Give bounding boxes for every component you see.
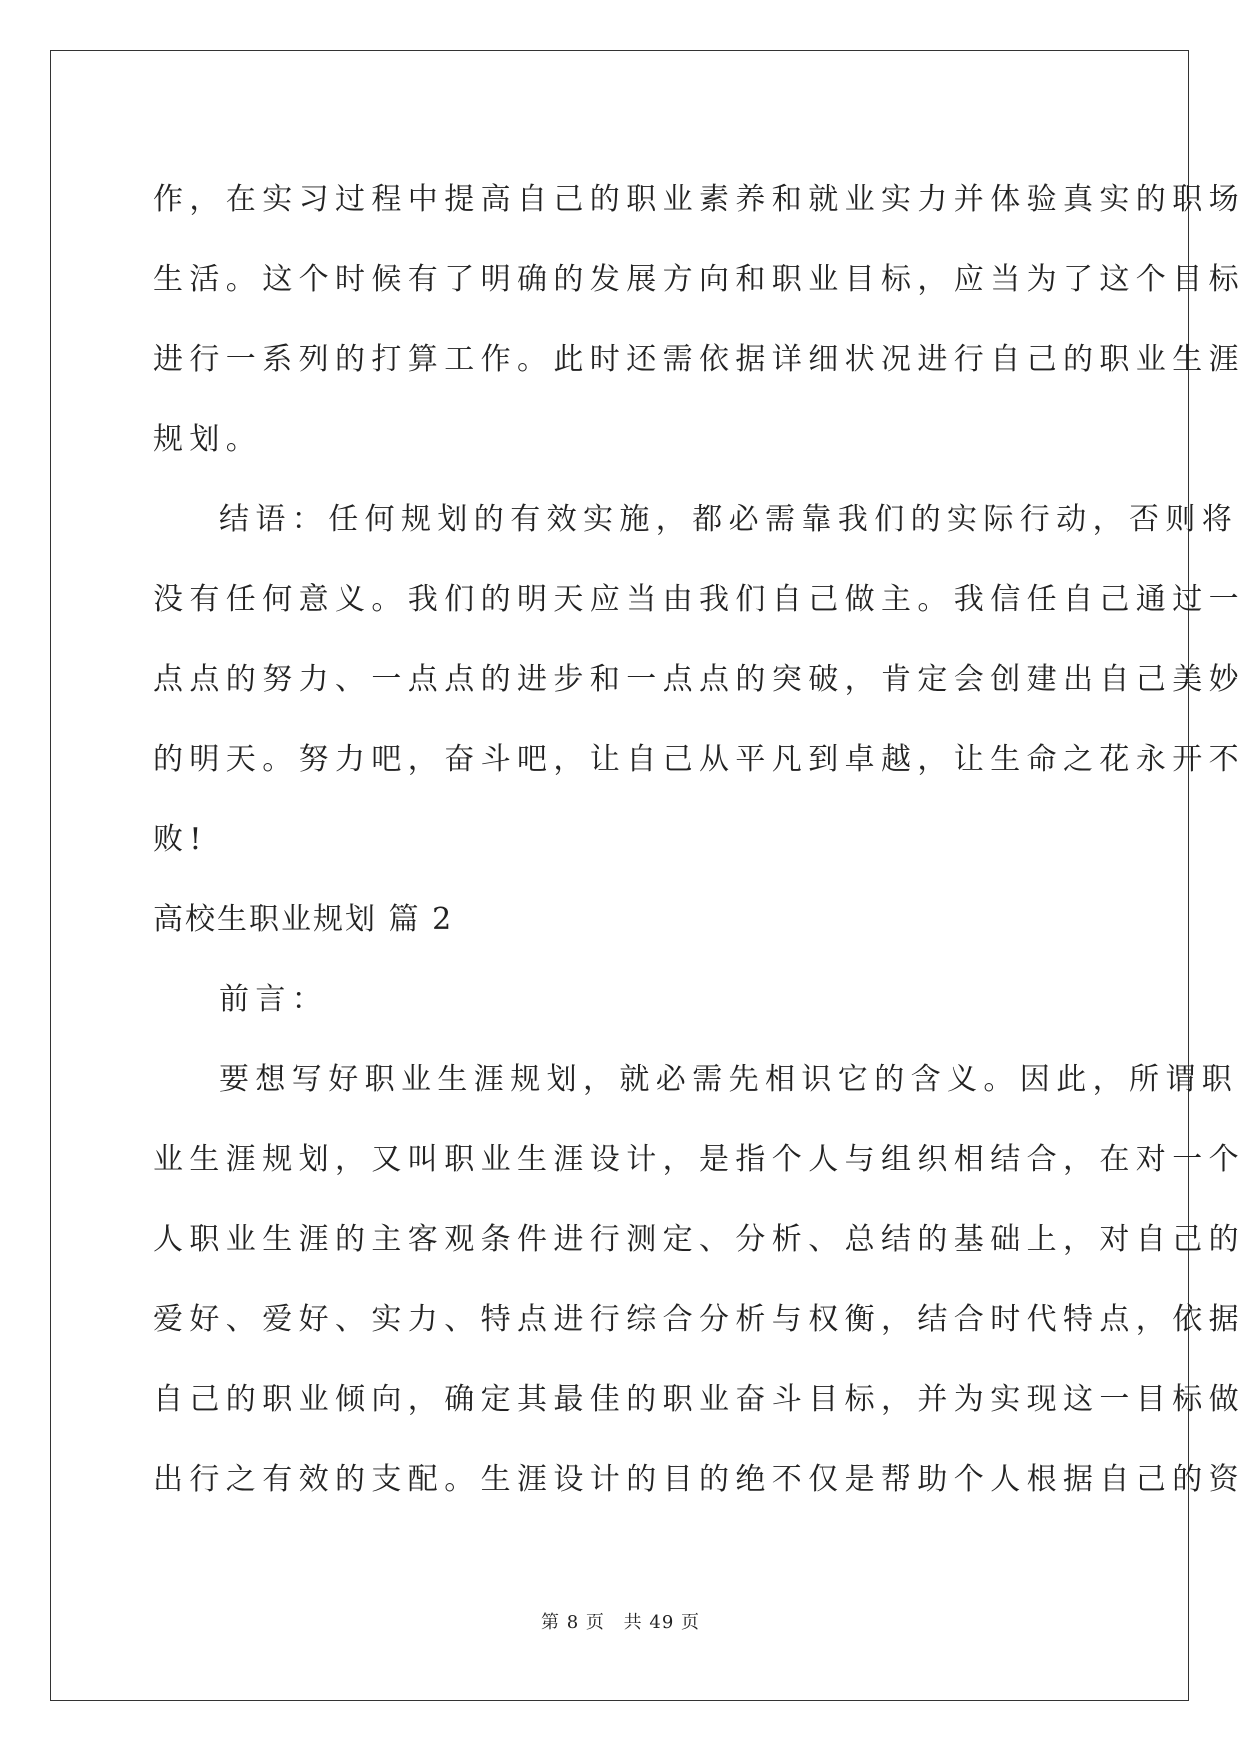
page-footer — [0, 1608, 1241, 1634]
document-body — [153, 160, 1245, 1520]
text-line: 自己的职业倾向，确定其最佳的职业奋斗目标，并为实现这一目标做 — [153, 1382, 1245, 1417]
section-heading: 高校生职业规划 篇 2 — [153, 902, 454, 937]
text-line: 爱好、爱好、实力、特点进行综合分析与权衡，结合时代特点，依据 — [153, 1302, 1245, 1337]
text-line: 前言： — [219, 982, 329, 1017]
text-line: 没有任何意义。我们的明天应当由我们自己做主。我信任自己通过一 — [153, 582, 1245, 617]
current-page-label: 第 8 页 — [541, 1612, 605, 1633]
text-line: 结语：任何规划的有效实施，都必需靠我们的实际行动，否则将 — [219, 502, 1239, 537]
text-line: 规划。 — [153, 422, 263, 457]
total-pages-label: 共 49 页 — [623, 1612, 700, 1633]
text-line: 出行之有效的支配。生涯设计的目的绝不仅是帮助个人根据自己的资 — [153, 1462, 1245, 1497]
text-line: 进行一系列的打算工作。此时还需依据详细状况进行自己的职业生涯 — [153, 342, 1245, 377]
text-line: 生活。这个时候有了明确的发展方向和职业目标，应当为了这个目标 — [153, 262, 1245, 297]
text-line: 点点的努力、一点点的进步和一点点的突破，肯定会创建出自己美妙 — [153, 662, 1245, 697]
text-line: 业生涯规划，又叫职业生涯设计，是指个人与组织相结合，在对一个 — [153, 1142, 1245, 1177]
text-line: 败! — [153, 822, 208, 857]
text-line: 作，在实习过程中提高自己的职业素养和就业实力并体验真实的职场 — [153, 182, 1245, 217]
text-line: 的明天。努力吧，奋斗吧，让自己从平凡到卓越，让生命之花永开不 — [153, 742, 1245, 777]
text-line: 人职业生涯的主客观条件进行测定、分析、总结的基础上，对自己的 — [153, 1222, 1245, 1257]
text-line: 要想写好职业生涯规划，就必需先相识它的含义。因此，所谓职 — [219, 1062, 1239, 1097]
